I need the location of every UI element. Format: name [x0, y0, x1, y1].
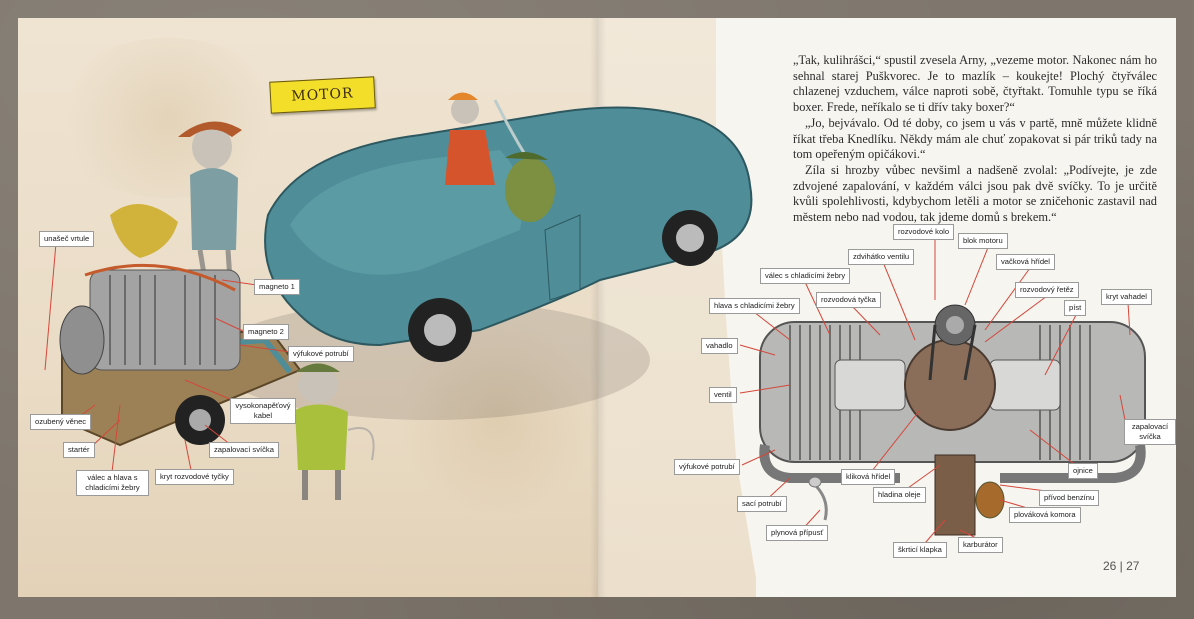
label-hladina-oleje: hladina oleje	[873, 487, 926, 503]
label-blok-motoru: blok motoru	[958, 233, 1008, 249]
label-zapalovaci-svicka-right: zapalovací svíčka	[1124, 419, 1176, 445]
label-valec-s-chladicimi-zebry: válec s chladicími žebry	[760, 268, 850, 284]
paragraph-3: Zíla si hrozby vůbec nevšiml a nadšeně zvolal: „Podívejte, je zde zdvojené zapalování, v každém válci jsou pak dvě svíčky. To je určitě kvůli spolehlivosti, kdybychom letěli a motor se zničehonic zastavil nad městem nebo nad vodou, tak jdeme domů s brekem.“	[793, 162, 1157, 225]
label-ozubeny-venec: ozubený věnec	[30, 414, 91, 430]
label-pist: píst	[1064, 300, 1086, 316]
label-ojnice: ojnice	[1068, 463, 1098, 479]
page-numbers: 26 | 27	[1103, 559, 1140, 573]
paragraph-1: „Tak, kulihrášci,“ spustil zvesela Arny, „vezeme motor. Nakonec nám ho sehnal starej Puškvorec. Je to mazlík – koukejte! Plochý čtyřválec chlazenej vzduchem, válce naproti sobě, čtyřtakt. Tomuhle typu se říká boxer. Frede, neříkalo se ti dřív taky boxer?“	[793, 53, 1157, 115]
label-zapalovaci-svicka-left: zapalovací svíčka	[209, 442, 279, 458]
label-magneto-2: magneto 2	[243, 324, 289, 340]
label-rozvodova-tycka: rozvodová tyčka	[816, 292, 881, 308]
label-kryt-rozvodove-tycky: kryt rozvodové tyčky	[155, 469, 234, 485]
story-text	[793, 53, 1157, 226]
page-title: MOTOR	[291, 85, 354, 105]
label-vahadlo: vahadlo	[701, 338, 738, 354]
label-vackova-hridel: vačková hřídel	[996, 254, 1055, 270]
label-saci-potrubi: sací potrubí	[737, 496, 787, 512]
label-klikova-hridel: kliková hřídel	[841, 469, 895, 485]
label-vyfukove-potrubi-right: výfukové potrubí	[674, 459, 740, 475]
label-starter: startér	[63, 442, 95, 458]
label-plynova-pripust: plynová přípusť	[766, 525, 828, 541]
motor-title-badge	[269, 76, 376, 113]
label-plovakova-komora: plováková komora	[1009, 507, 1081, 523]
label-hlava-s-chladicimi-zebry: hlava s chladicími žebry	[709, 298, 800, 314]
paragraph-2: „Jo, bejvávalo. Od té doby, co jsem u vás v partě, mně můžete klidně říkat třeba Knedlíku. Někdy mám ale chuť zopakovat si pár triků tady na tom opeřeným opičákovi.“	[793, 115, 1157, 162]
label-skrtici-klapka: škrticí klapka	[893, 542, 947, 558]
label-vysokonapetovy-kabel: vysokonapěťový kabel	[230, 398, 296, 424]
label-magneto-1: magneto 1	[254, 279, 300, 295]
label-ventil: ventil	[709, 387, 737, 403]
label-privod-benzinu: přívod benzínu	[1039, 490, 1099, 506]
label-unasec-vrtule: unašeč vrtule	[39, 231, 94, 247]
label-zdvihatko-ventilu: zdvihátko ventilu	[848, 249, 914, 265]
label-rozvodovy-retez: rozvodový řetěz	[1015, 282, 1079, 298]
label-valec-a-hlava: válec a hlava s chladicími žebry	[76, 470, 149, 496]
label-vyfukove-potrubi-left: výfukové potrubí	[288, 346, 354, 362]
label-karburator: karburátor	[958, 537, 1003, 553]
label-kryt-vahadel: kryt vahadel	[1101, 289, 1152, 305]
label-rozvodove-kolo: rozvodové kolo	[893, 224, 954, 240]
